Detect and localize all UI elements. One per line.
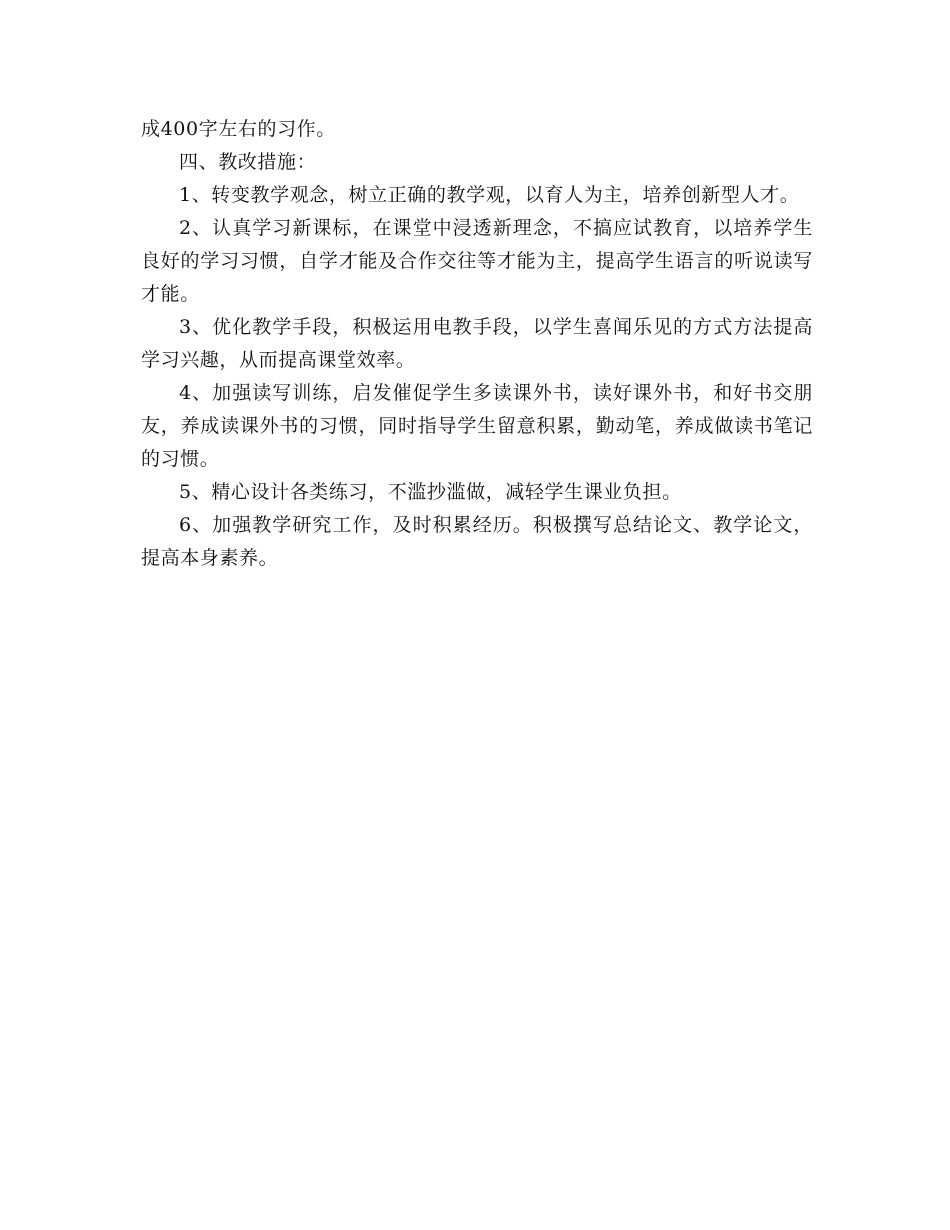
paragraph-item-2: 2、认真学习新课标，在课堂中浸透新理念，不搞应试教育，以培养学生良好的学习习惯，自学才能及合作交往等才能为主，提高学生语言的听说读写才能。 <box>141 217 813 305</box>
paragraph-item-3: 3、优化教学手段，积极运用电教手段，以学生喜闻乐见的方式方法提高学习兴趣，从而提高课堂效率。 <box>141 316 813 371</box>
section-heading-reform-measures: 四、教改措施： <box>179 151 317 173</box>
paragraph-item-1: 1、转变教学观念，树立正确的教学观，以育人为主，培养创新型人才。 <box>179 184 800 206</box>
paragraph-item-5: 5、精心设计各类练习，不滥抄滥做，减轻学生课业负担。 <box>179 481 682 503</box>
paragraph-item-6: 6、加强教学研究工作，及时积累经历。积极撰写总结论文、教学论文，提高本身素养。 <box>141 514 813 569</box>
paragraph-continuation: 成400字左右的习作。 <box>141 118 336 140</box>
document-body <box>141 113 813 575</box>
paragraph-item-4: 4、加强读写训练，启发催促学生多读课外书，读好课外书，和好书交朋友，养成读课外书的习惯，同时指导学生留意积累，勤动笔，养成做读书笔记的习惯。 <box>141 382 813 470</box>
